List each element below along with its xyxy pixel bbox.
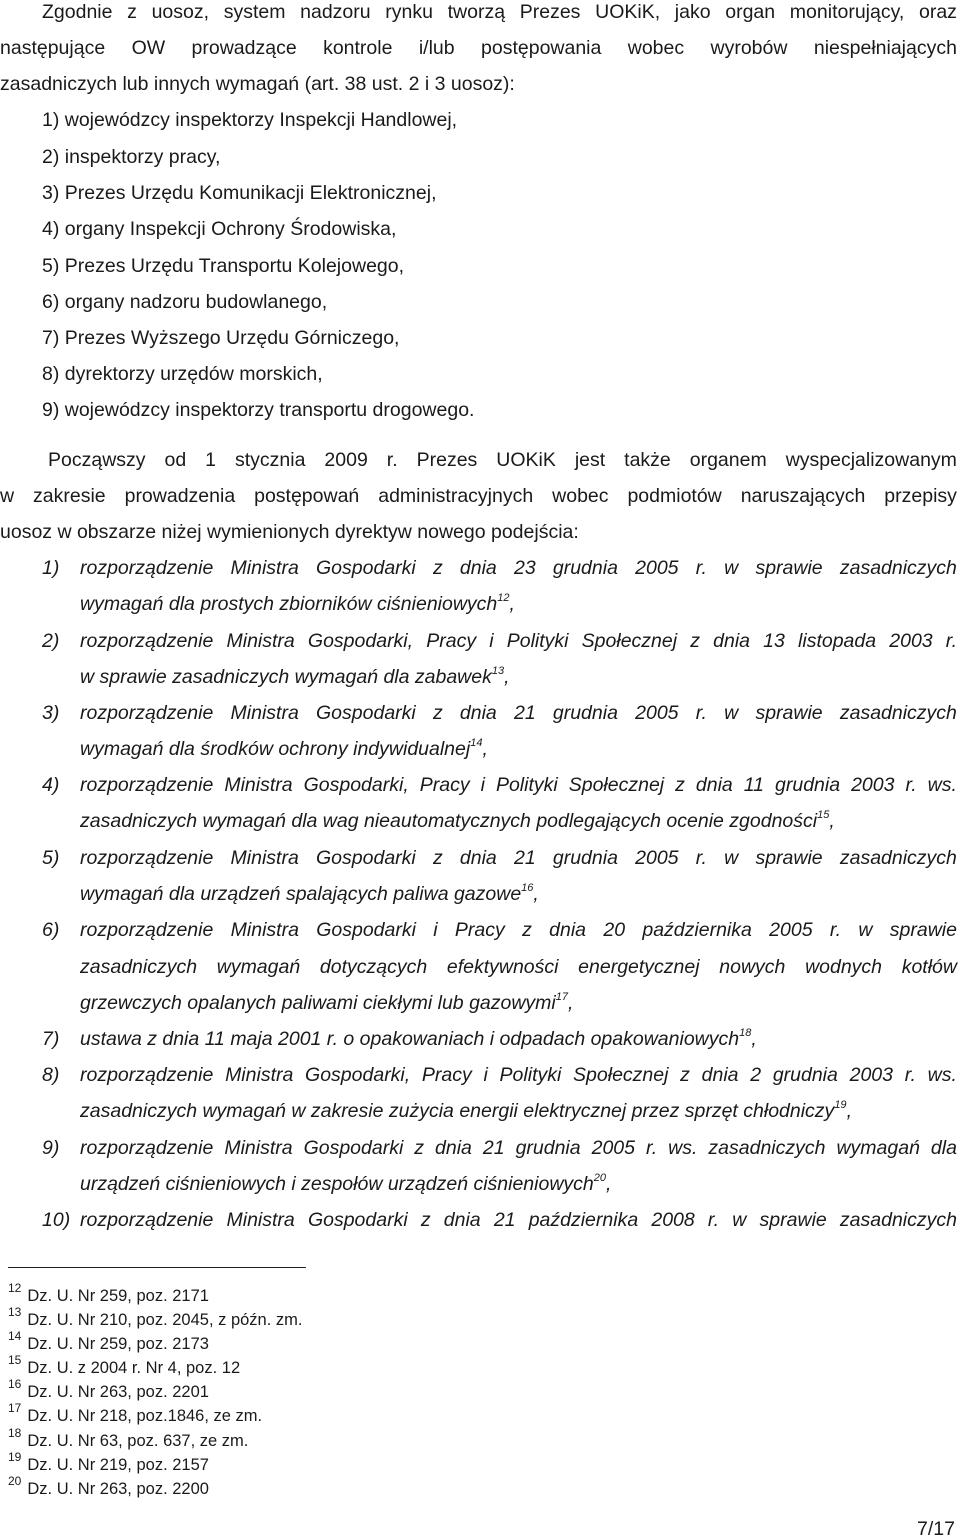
authority-item-8: 8) dyrektorzy urzędów morskich, [42,363,323,385]
footnote-separator [8,1267,306,1268]
footnote-16: $^{16}$ Dz. U. Nr 263, poz. 2201 [8,1377,209,1401]
directive-number-10: 10) [42,1209,71,1231]
authority-item-4: 4) organy Inspekcji Ochrony Środowiska, [42,218,397,240]
directive-6-line-3: grzewczych opalanych paliwami ciekłymi lub gazowymi$^{17}$, [80,991,574,1014]
authority-item-2: 2) inspektorzy pracy, [42,146,221,168]
directive-number-9: 9) [42,1137,60,1159]
footnote-13: $^{13}$ Dz. U. Nr 210, poz. 2045, z późn. zm. [8,1305,303,1329]
directive-2-line-1: rozporządzenie Ministra Gospodarki, Pracy i Polityki Społecznej z dnia 13 listopada 2003 r. [80,630,957,652]
para2-line-3: uosoz w obszarze niżej wymienionych dyrektyw nowego podejścia: [0,521,579,543]
directive-10-line-1: rozporządzenie Ministra Gospodarki z dnia 21 października 2008 r. w sprawie zasadniczych [80,1209,957,1231]
directive-1-line-2: wymagań dla prostych zbiorników ciśnieniowych$^{12}$, [80,592,515,615]
authority-item-9: 9) wojewódzcy inspektorzy transportu drogowego. [42,399,475,421]
footnote-ref-17: 17 [555,991,569,1003]
footnote-12: $^{12}$ Dz. U. Nr 259, poz. 2171 [8,1281,209,1305]
directive-3-line-2: wymagań dla środków ochrony indywidualnej$^{14}$, [80,737,488,760]
para2-line-1: Począwszy od 1 stycznia 2009 r. Prezes UOKiK jest także organem wyspecjalizowanym [48,449,957,471]
directive-1-line-1: rozporządzenie Ministra Gospodarki z dnia 23 grudnia 2005 r. w sprawie zasadniczych [80,557,957,579]
authority-item-7: 7) Prezes Wyższego Urzędu Górniczego, [42,327,400,349]
directive-4-line-1: rozporządzenie Ministra Gospodarki, Pracy i Polityki Społecznej z dnia 11 grudnia 2003 r. ws. [80,774,957,796]
directive-6-line-1: rozporządzenie Ministra Gospodarki i Pracy z dnia 20 października 2005 r. w sprawie [80,919,957,941]
footnote-ref-20: 20 [593,1172,607,1184]
directive-number-7: 7) [42,1028,60,1050]
footnote-19: $^{19}$ Dz. U. Nr 219, poz. 2157 [8,1450,209,1474]
footnote-ref-18: 18 [739,1027,752,1039]
directive-number-8: 8) [42,1064,60,1086]
directive-number-1: 1) [42,557,60,579]
directive-3-line-1: rozporządzenie Ministra Gospodarki z dnia 21 grudnia 2005 r. w sprawie zasadniczych [80,702,957,724]
footnote-15: $^{15}$ Dz. U. z 2004 r. Nr 4, poz. 12 [8,1353,241,1377]
directive-8-line-2: zasadniczych wymagań w zakresie zużycia energii elektrycznej przez sprzęt chłodniczy$^{19}$, [80,1099,852,1122]
directive-2-line-2: w sprawie zasadniczych wymagań dla zabawek$^{13}$, [80,665,510,688]
intro-line-3: zasadniczych lub innych wymagań (art. 38 ust. 2 i 3 uosoz): [0,73,515,95]
footnote-ref-13: 13 [491,665,505,677]
footnote-14: $^{14}$ Dz. U. Nr 259, poz. 2173 [8,1329,209,1353]
directive-9-line-2: urządzeń ciśnieniowych i zespołów urządzeń ciśnieniowych$^{20}$, [80,1172,612,1195]
authority-item-6: 6) organy nadzoru budowlanego, [42,291,328,313]
directive-4-line-2: zasadniczych wymagań dla wag nieautomatycznych podlegających ocenie zgodności$^{15}$, [80,809,835,832]
footnote-ref-14: 14 [470,737,483,749]
directive-6-line-2: zasadniczych wymagań dotyczących efektywności energetycznej nowych wodnych kotłów [80,956,957,978]
para2-line-2: w zakresie prowadzenia postępowań administracyjnych wobec podmiotów naruszających przepisy [0,485,957,507]
footnote-ref-16: 16 [521,882,534,894]
directive-5-line-2: wymagań dla urządzeń spalających paliwa gazowe$^{16}$, [80,882,539,905]
footnote-18: $^{18}$ Dz. U. Nr 63, poz. 637, ze zm. [8,1426,249,1450]
intro-line-2: następujące OW prowadzące kontrole i/lub postępowania wobec wyrobów niespełniających [0,37,957,59]
footnote-ref-19: 19 [834,1099,847,1111]
page-number: 7/17 [917,1518,955,1540]
intro-line-1: Zgodnie z uosoz, system nadzoru rynku tworzą Prezes UOKiK, jako organ monitorujący, oraz [42,1,957,23]
directive-9-line-1: rozporządzenie Ministra Gospodarki z dnia 21 grudnia 2005 r. ws. zasadniczych wymagań dla [80,1137,957,1159]
footnote-20: $^{20}$ Dz. U. Nr 263, poz. 2200 [8,1474,209,1498]
footnote-17: $^{17}$ Dz. U. Nr 218, poz.1846, ze zm. [8,1401,263,1425]
directive-7-line-1: ustawa z dnia 11 maja 2001 r. o opakowaniach i odpadach opakowaniowych$^{18}$, [80,1027,757,1050]
footnote-ref-12: 12 [497,592,510,604]
authority-item-1: 1) wojewódzcy inspektorzy Inspekcji Handlowej, [42,109,458,131]
authority-item-5: 5) Prezes Urzędu Transportu Kolejowego, [42,255,405,277]
directive-number-2: 2) [42,630,60,652]
directive-number-4: 4) [42,774,60,796]
authority-item-3: 3) Prezes Urzędu Komunikacji Elektronicznej, [42,182,437,204]
footnote-ref-15: 15 [817,809,830,821]
directive-number-6: 6) [42,919,60,941]
directive-5-line-1: rozporządzenie Ministra Gospodarki z dnia 21 grudnia 2005 r. w sprawie zasadniczych [80,847,957,869]
directive-8-line-1: rozporządzenie Ministra Gospodarki, Pracy i Polityki Społecznej z dnia 2 grudnia 2003 r. ws. [80,1064,957,1086]
directive-number-3: 3) [42,702,60,724]
directive-number-5: 5) [42,847,60,869]
